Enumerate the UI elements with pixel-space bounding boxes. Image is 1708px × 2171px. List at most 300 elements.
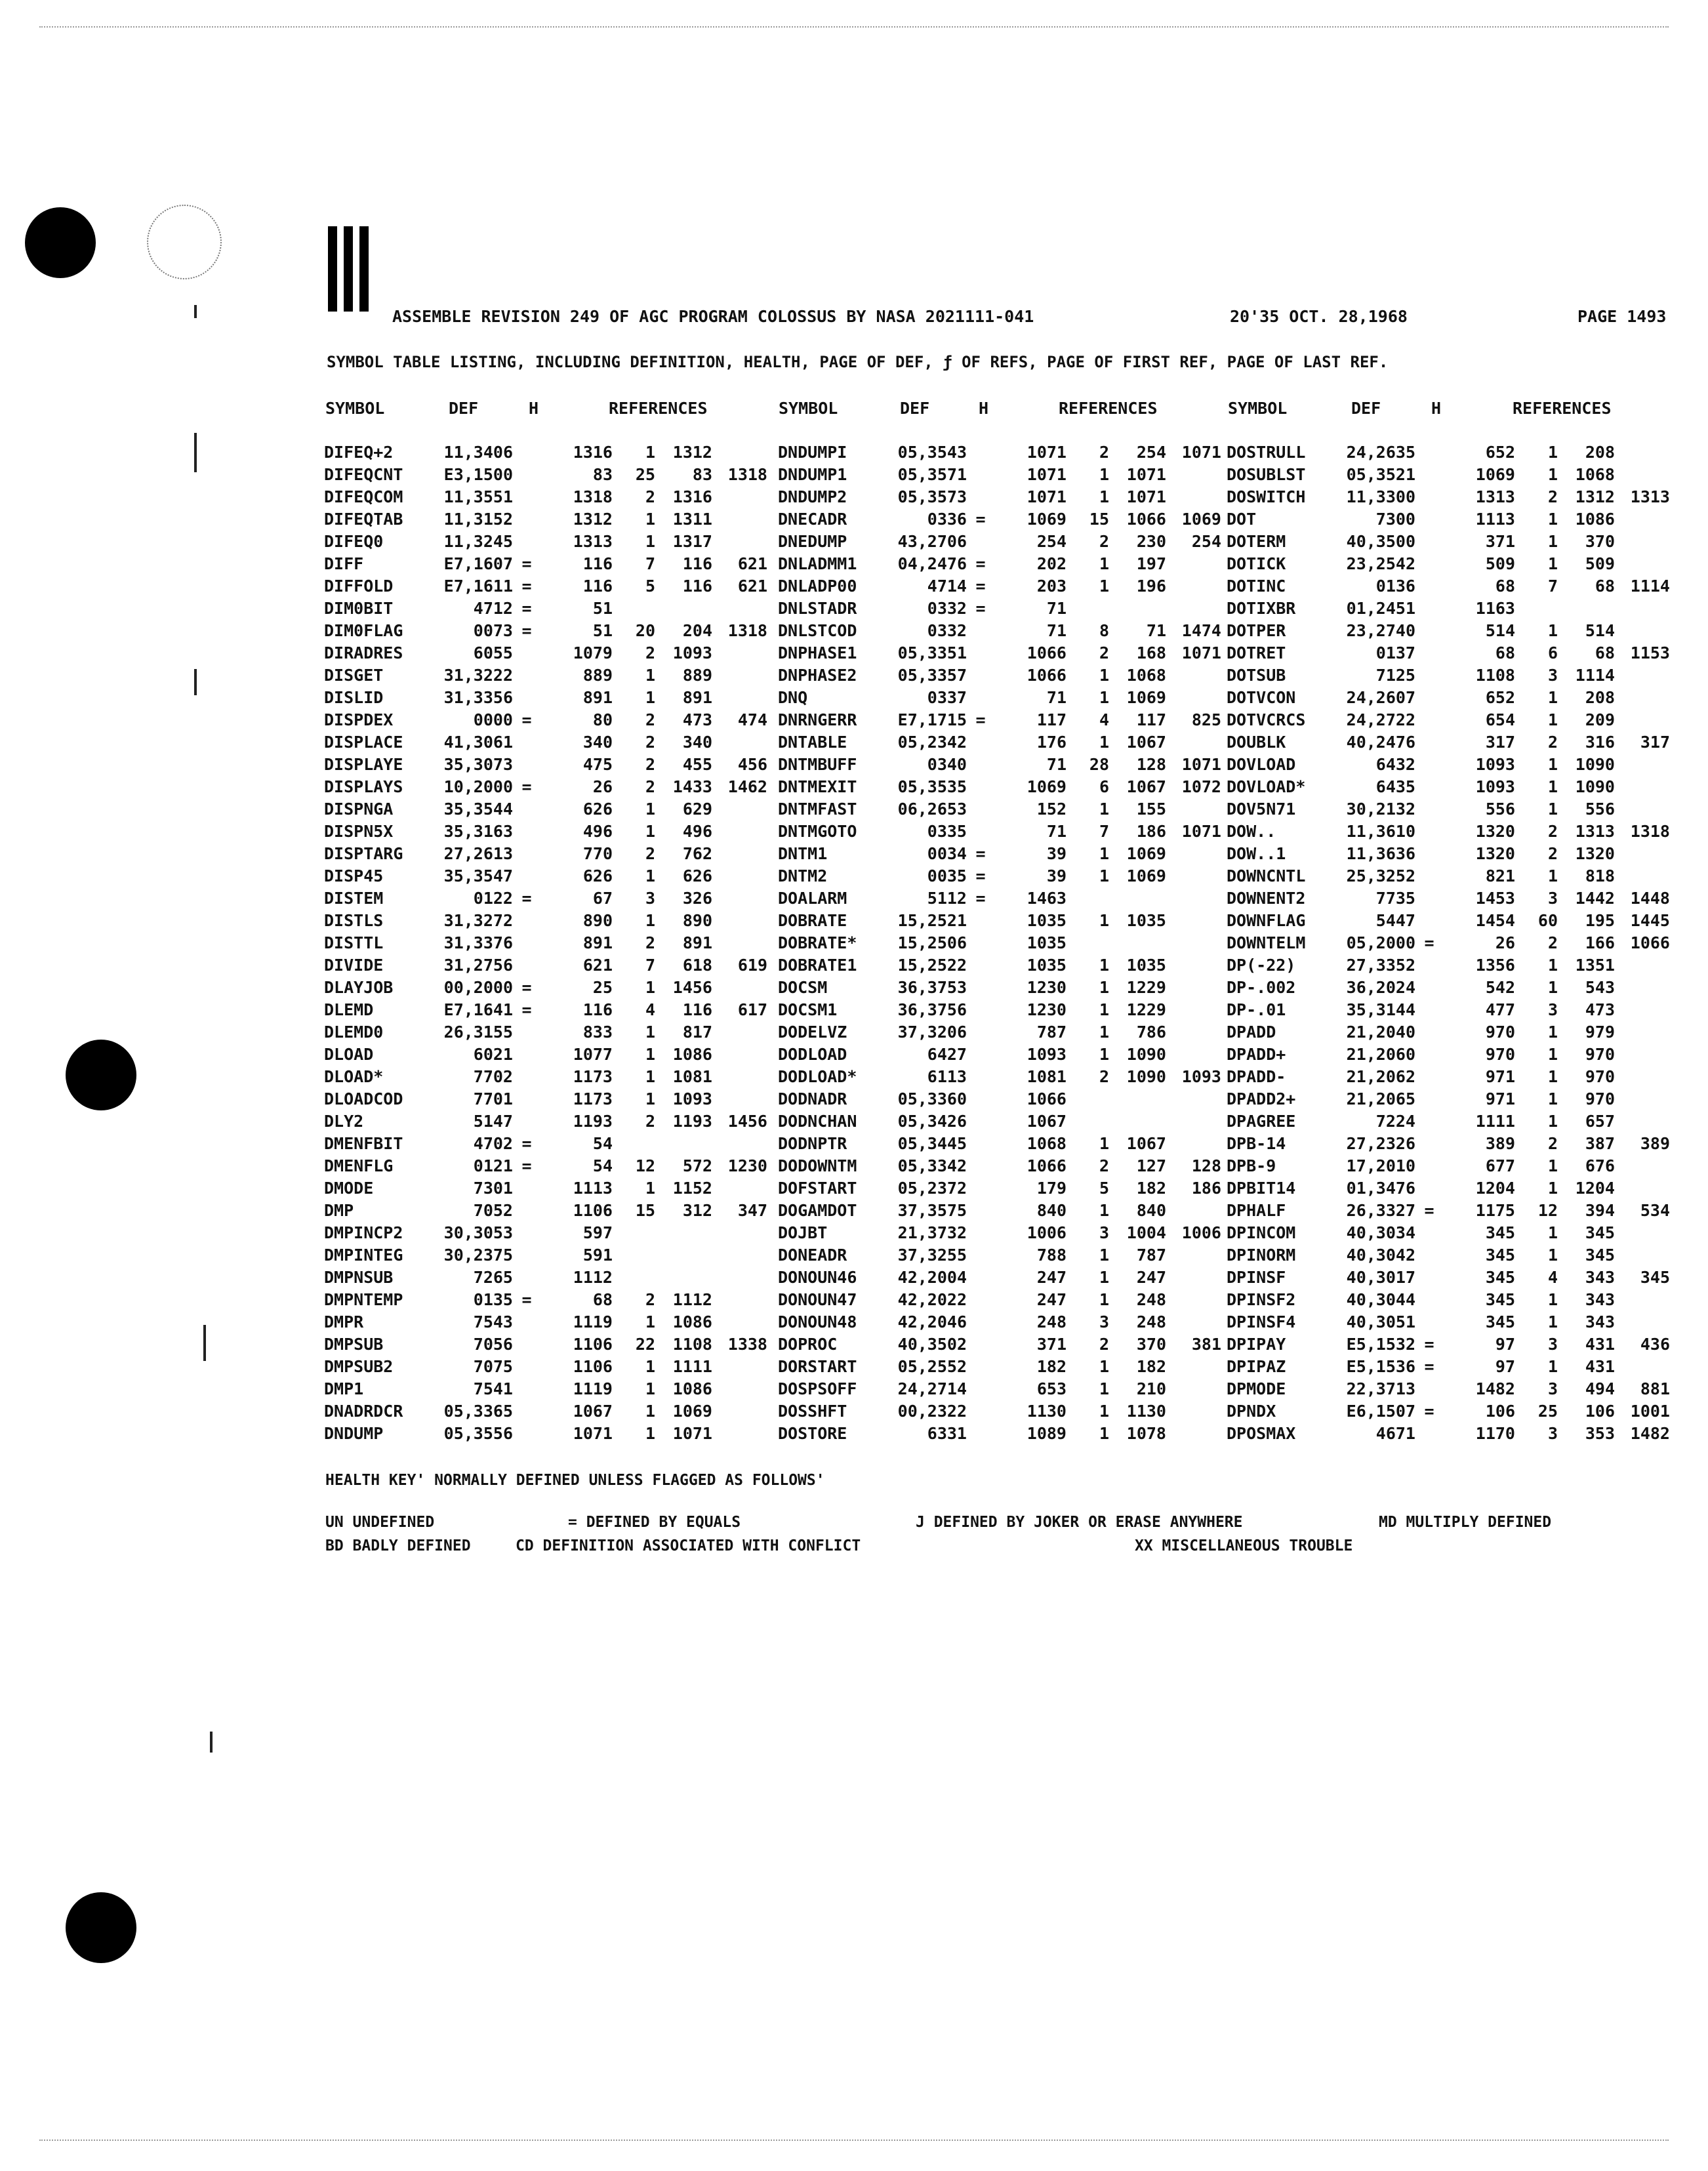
- ref-count: 1: [645, 443, 655, 462]
- symbol-name: DOBRATE: [778, 911, 847, 930]
- ref-count: 4: [1547, 1268, 1558, 1287]
- ref-count: 1: [645, 510, 655, 529]
- symbol-name: DOJBT: [778, 1223, 828, 1242]
- symbol-health: =: [521, 577, 532, 596]
- symbol-def: 40,3044: [1346, 1290, 1415, 1309]
- def-page: 1204: [1475, 1179, 1515, 1198]
- symbol-name: DNTM1: [778, 844, 828, 863]
- ref-count: 1: [1099, 800, 1109, 819]
- ref-count: 1: [645, 1312, 655, 1331]
- health-key-item: CD DEFINITION ASSOCIATED WITH CONFLICT: [516, 1537, 861, 1554]
- symbol-name: DOSWITCH: [1227, 487, 1306, 506]
- def-page: 653: [1036, 1379, 1067, 1398]
- ref-count: 12: [1537, 1201, 1558, 1220]
- symbol-name: DPNDX: [1227, 1402, 1276, 1421]
- ref-count: 1: [1547, 621, 1558, 640]
- ref-count: 1: [645, 978, 655, 997]
- first-ref-page: 210: [1136, 1379, 1166, 1398]
- symbol-name: DOWNFLAG: [1227, 911, 1306, 930]
- def-page: 345: [1485, 1223, 1515, 1242]
- table-row: [1227, 1423, 1679, 1445]
- symbol-name: DMP: [324, 1201, 354, 1220]
- symbol-health: =: [521, 777, 532, 796]
- symbol-def: 05,3365: [443, 1402, 513, 1421]
- ref-count: 2: [645, 487, 655, 506]
- def-page: 1066: [1027, 1156, 1067, 1175]
- last-ref-page: 381: [1191, 1335, 1221, 1354]
- ref-count: 2: [645, 643, 655, 662]
- first-ref-page: 387: [1585, 1134, 1615, 1153]
- last-ref-page: 254: [1191, 532, 1221, 551]
- scan-edge-bottom: [39, 2140, 1669, 2141]
- last-ref-page: 389: [1640, 1134, 1670, 1153]
- symbol-name: DMP1: [324, 1379, 364, 1398]
- ref-count: 1: [645, 666, 655, 685]
- table-row: [778, 1289, 1224, 1311]
- table-row: [778, 999, 1224, 1021]
- symbol-name: DODLOAD*: [778, 1067, 857, 1086]
- symbol-name: DNTABLE: [778, 733, 847, 752]
- def-page: 179: [1036, 1179, 1067, 1198]
- symbol-name: DNTM2: [778, 866, 828, 885]
- def-page: 891: [582, 688, 613, 707]
- ref-count: 28: [1089, 755, 1109, 774]
- table-row: [1227, 1021, 1679, 1044]
- def-page: 1163: [1475, 599, 1515, 618]
- symbol-name: DPADD2+: [1227, 1089, 1296, 1108]
- last-ref-page: 1482: [1630, 1424, 1670, 1443]
- symbol-name: DP(-22): [1227, 956, 1296, 975]
- first-ref-page: 891: [682, 933, 712, 952]
- def-page: 626: [582, 800, 613, 819]
- symbol-name: DPAGREE: [1227, 1112, 1296, 1131]
- symbol-def: 11,3245: [443, 532, 513, 551]
- first-ref-page: 818: [1585, 866, 1615, 885]
- def-page: 1113: [1475, 510, 1515, 529]
- first-ref-page: 1114: [1575, 666, 1615, 685]
- symbol-def: 35,3163: [443, 822, 513, 841]
- symbol-def: 6055: [473, 643, 513, 662]
- symbol-def: 0000: [473, 710, 513, 729]
- symbol-def: 0035: [927, 866, 967, 885]
- table-row: [324, 598, 770, 620]
- symbol-def: 21,3732: [897, 1223, 967, 1242]
- ref-count: 2: [1547, 933, 1558, 952]
- first-ref-page: 208: [1585, 443, 1615, 462]
- symbol-def: 40,3042: [1346, 1246, 1415, 1265]
- symbol-health: =: [975, 844, 986, 863]
- ref-count: 1: [1547, 1312, 1558, 1331]
- ref-count: 2: [645, 1112, 655, 1131]
- table-row: [778, 1244, 1224, 1267]
- symbol-name: DONEADR: [778, 1246, 847, 1265]
- first-ref-page: 1456: [672, 978, 712, 997]
- ref-count: 7: [645, 554, 655, 573]
- col-def: DEF: [900, 399, 930, 418]
- symbol-name: DOCSM: [778, 978, 828, 997]
- symbol-name: DOW..: [1227, 822, 1276, 841]
- last-ref-page: 621: [737, 554, 767, 573]
- last-ref-page: 1071: [1181, 643, 1221, 662]
- symbol-def: 7075: [473, 1357, 513, 1376]
- symbol-panel-1: [324, 441, 770, 1445]
- ref-count: 1: [645, 800, 655, 819]
- def-page: 475: [582, 755, 613, 774]
- symbol-name: DNDUMP: [324, 1424, 384, 1443]
- def-page: 1093: [1475, 755, 1515, 774]
- symbol-name: DOTIXBR: [1227, 599, 1296, 618]
- ref-count: 1: [645, 532, 655, 551]
- def-page: 39: [1046, 866, 1067, 885]
- symbol-def: 01,3476: [1346, 1179, 1415, 1198]
- ref-count: 1: [645, 866, 655, 885]
- def-page: 1081: [1027, 1067, 1067, 1086]
- margin-mark: [210, 1732, 213, 1753]
- def-page: 1069: [1027, 510, 1067, 529]
- symbol-name: DNTMGOTO: [778, 822, 857, 841]
- symbol-def: 30,2375: [443, 1246, 513, 1265]
- symbol-def: 40,3034: [1346, 1223, 1415, 1242]
- symbol-def: 0335: [927, 822, 967, 841]
- table-row: [324, 1311, 770, 1333]
- symbol-health: =: [1424, 1335, 1434, 1354]
- def-page: 654: [1485, 710, 1515, 729]
- table-row: [1227, 1155, 1679, 1177]
- def-page: 970: [1485, 1023, 1515, 1042]
- symbol-def: 6435: [1375, 777, 1415, 796]
- first-ref-page: 168: [1136, 643, 1166, 662]
- first-ref-page: 514: [1585, 621, 1615, 640]
- def-page: 97: [1495, 1357, 1515, 1376]
- symbol-name: DNEDUMP: [778, 532, 847, 551]
- def-page: 971: [1485, 1067, 1515, 1086]
- first-ref-page: 127: [1136, 1156, 1166, 1175]
- listing-subtitle: SYMBOL TABLE LISTING, INCLUDING DEFINITION, HEALTH, PAGE OF DEF, ƒ OF REFS, PAGE OF FIRST REF, PAGE OF LAST REF.: [327, 353, 1389, 371]
- def-page: 542: [1485, 978, 1515, 997]
- table-row: [324, 1044, 770, 1066]
- table-row: [1227, 508, 1679, 531]
- table-row: [778, 843, 1224, 865]
- def-page: 1068: [1027, 1134, 1067, 1153]
- symbol-name: DOTINC: [1227, 577, 1286, 596]
- symbol-def: 4702: [473, 1134, 513, 1153]
- table-row: [1227, 821, 1679, 843]
- first-ref-page: 1071: [1126, 487, 1166, 506]
- table-row: [324, 1289, 770, 1311]
- first-ref-page: 1081: [672, 1067, 712, 1086]
- symbol-name: DIFEQCNT: [324, 465, 403, 484]
- ref-count: 1: [645, 1424, 655, 1443]
- symbol-health: =: [521, 554, 532, 573]
- ref-count: 1: [645, 1089, 655, 1108]
- symbol-health: =: [521, 1290, 532, 1309]
- symbol-def: 7125: [1375, 666, 1415, 685]
- ref-count: 1: [645, 1379, 655, 1398]
- first-ref-page: 840: [1136, 1201, 1166, 1220]
- def-page: 1006: [1027, 1223, 1067, 1242]
- first-ref-page: 353: [1585, 1424, 1615, 1443]
- ref-count: 8: [1099, 621, 1109, 640]
- def-page: 68: [1495, 577, 1515, 596]
- table-row: [778, 1088, 1224, 1110]
- symbol-name: DODLOAD: [778, 1045, 847, 1064]
- symbol-def: 05,3571: [897, 465, 967, 484]
- symbol-panel-3: [1227, 441, 1679, 1445]
- last-ref-page: 1093: [1181, 1067, 1221, 1086]
- first-ref-page: 370: [1585, 532, 1615, 551]
- table-row: [778, 1267, 1224, 1289]
- symbol-name: DPINORM: [1227, 1246, 1296, 1265]
- symbol-def: 0337: [927, 688, 967, 707]
- ref-count: 2: [1547, 1134, 1558, 1153]
- symbol-def: 0073: [473, 621, 513, 640]
- first-ref-page: 166: [1585, 933, 1615, 952]
- last-ref-page: 128: [1191, 1156, 1221, 1175]
- def-page: 514: [1485, 621, 1515, 640]
- symbol-def: 00,2000: [443, 978, 513, 997]
- def-page: 1035: [1027, 956, 1067, 975]
- table-row: [324, 1356, 770, 1378]
- table-row: [1227, 1244, 1679, 1267]
- ref-count: 1: [1099, 1402, 1109, 1421]
- first-ref-page: 316: [1585, 733, 1615, 752]
- symbol-name: DPB-9: [1227, 1156, 1276, 1175]
- symbol-name: DNLSTCOD: [778, 621, 857, 640]
- symbol-name: DMENFBIT: [324, 1134, 403, 1153]
- last-ref-page: 1153: [1630, 643, 1670, 662]
- def-page: 1066: [1027, 1089, 1067, 1108]
- symbol-health: =: [521, 889, 532, 908]
- symbol-name: DPADD: [1227, 1023, 1276, 1042]
- def-page: 317: [1485, 733, 1515, 752]
- symbol-def: 7701: [473, 1089, 513, 1108]
- def-page: 1093: [1475, 777, 1515, 796]
- symbol-name: DOWNCNTL: [1227, 866, 1306, 885]
- def-page: 345: [1485, 1268, 1515, 1287]
- first-ref-page: 116: [682, 554, 712, 573]
- ref-count: 1: [1099, 688, 1109, 707]
- symbol-name: DNLADP00: [778, 577, 857, 596]
- symbol-def: 7224: [1375, 1112, 1415, 1131]
- table-row: [778, 1021, 1224, 1044]
- def-page: 1069: [1475, 465, 1515, 484]
- symbol-def: 11,3610: [1346, 822, 1415, 841]
- symbol-def: 36,3753: [897, 978, 967, 997]
- first-ref-page: 83: [692, 465, 712, 484]
- first-ref-page: 1069: [672, 1402, 712, 1421]
- symbol-name: DLY2: [324, 1112, 364, 1131]
- symbol-name: DODNPTR: [778, 1134, 847, 1153]
- table-row: [324, 887, 770, 910]
- def-page: 591: [582, 1246, 613, 1265]
- symbol-def: 0121: [473, 1156, 513, 1175]
- def-page: 1193: [573, 1112, 613, 1131]
- ref-count: 3: [1547, 1335, 1558, 1354]
- def-page: 1106: [573, 1201, 613, 1220]
- symbol-health: =: [975, 554, 986, 573]
- table-row: [1227, 843, 1679, 865]
- symbol-def: 42,2004: [897, 1268, 967, 1287]
- ref-count: 2: [645, 1290, 655, 1309]
- table-row: [324, 1200, 770, 1222]
- last-ref-page: 534: [1640, 1201, 1670, 1220]
- ref-count: 12: [635, 1156, 655, 1175]
- first-ref-page: 106: [1585, 1402, 1615, 1421]
- last-ref-page: 1474: [1181, 621, 1221, 640]
- symbol-name: DOWNENT2: [1227, 889, 1306, 908]
- symbol-name: DISPLAYE: [324, 755, 403, 774]
- first-ref-page: 1312: [672, 443, 712, 462]
- first-ref-page: 247: [1136, 1268, 1166, 1287]
- symbol-def: 35,3547: [443, 866, 513, 885]
- def-page: 71: [1046, 599, 1067, 618]
- table-row: [324, 821, 770, 843]
- first-ref-page: 431: [1585, 1357, 1615, 1376]
- table-row: [324, 910, 770, 932]
- last-ref-page: 186: [1191, 1179, 1221, 1198]
- def-page: 117: [1036, 710, 1067, 729]
- first-ref-page: 787: [1136, 1246, 1166, 1265]
- symbol-def: 26,3155: [443, 1023, 513, 1042]
- def-page: 1173: [573, 1067, 613, 1086]
- symbol-name: DOTERM: [1227, 532, 1286, 551]
- symbol-def: 04,2476: [897, 554, 967, 573]
- def-page: 496: [582, 822, 613, 841]
- first-ref-page: 394: [1585, 1201, 1615, 1220]
- ref-count: 1: [1547, 465, 1558, 484]
- table-row: [324, 1244, 770, 1267]
- table-row: [324, 999, 770, 1021]
- symbol-def: 31,3272: [443, 911, 513, 930]
- def-page: 71: [1046, 822, 1067, 841]
- symbol-name: DNDUMP2: [778, 487, 847, 506]
- table-row: [324, 932, 770, 954]
- last-ref-page: 317: [1640, 733, 1670, 752]
- ref-count: 1: [1099, 554, 1109, 573]
- symbol-health: =: [975, 577, 986, 596]
- symbol-def: 05,2372: [897, 1179, 967, 1198]
- symbol-def: 11,3636: [1346, 844, 1415, 863]
- symbol-name: DP-.01: [1227, 1000, 1286, 1019]
- col-h: H: [979, 399, 989, 418]
- symbol-name: DOSTRULL: [1227, 443, 1306, 462]
- def-page: 54: [592, 1156, 613, 1175]
- ref-count: 3: [1547, 889, 1558, 908]
- symbol-def: 7056: [473, 1335, 513, 1354]
- symbol-health: =: [1424, 1402, 1434, 1421]
- table-row: [778, 1155, 1224, 1177]
- table-row: [1227, 441, 1679, 464]
- table-row: [324, 1110, 770, 1133]
- first-ref-page: 208: [1585, 688, 1615, 707]
- symbol-name: DPHALF: [1227, 1201, 1286, 1220]
- table-row: [1227, 486, 1679, 508]
- def-page: 889: [582, 666, 613, 685]
- symbol-name: DONOUN47: [778, 1290, 857, 1309]
- def-page: 248: [1036, 1312, 1067, 1331]
- symbol-def: 0332: [927, 621, 967, 640]
- symbol-name: DOT: [1227, 510, 1257, 529]
- symbol-name: DLAYJOB: [324, 978, 394, 997]
- table-row: [324, 664, 770, 687]
- symbol-def: 36,2024: [1346, 978, 1415, 997]
- last-ref-page: 1318: [727, 465, 767, 484]
- table-row: [1227, 687, 1679, 709]
- table-row: [324, 754, 770, 776]
- last-ref-page: 621: [737, 577, 767, 596]
- table-row: [1227, 1289, 1679, 1311]
- def-page: 626: [582, 866, 613, 885]
- ref-count: 1: [1099, 956, 1109, 975]
- listing-title: ASSEMBLE REVISION 249 OF AGC PROGRAM COLOSSUS BY NASA 2021111-041: [392, 307, 1034, 326]
- symbol-name: DIFEQ0: [324, 532, 384, 551]
- first-ref-page: 889: [682, 666, 712, 685]
- ref-count: 1: [1099, 1357, 1109, 1376]
- first-ref-page: 494: [1585, 1379, 1615, 1398]
- def-page: 1111: [1475, 1112, 1515, 1131]
- ref-count: 1: [1099, 666, 1109, 685]
- first-ref-page: 1320: [1575, 844, 1615, 863]
- margin-mark: [194, 669, 197, 695]
- def-page: 833: [582, 1023, 613, 1042]
- first-ref-page: 1086: [1575, 510, 1615, 529]
- table-row: [324, 954, 770, 977]
- last-ref-page: 1456: [727, 1112, 767, 1131]
- def-page: 1175: [1475, 1201, 1515, 1220]
- first-ref-page: 1130: [1126, 1402, 1166, 1421]
- table-row: [1227, 1267, 1679, 1289]
- symbol-name: DISLID: [324, 688, 384, 707]
- first-ref-page: 209: [1585, 710, 1615, 729]
- ref-count: 1: [1547, 1246, 1558, 1265]
- first-ref-page: 496: [682, 822, 712, 841]
- first-ref-page: 1313: [1575, 822, 1615, 841]
- symbol-def: 05,3543: [897, 443, 967, 462]
- def-page: 54: [592, 1134, 613, 1153]
- symbol-health: =: [1424, 933, 1434, 952]
- ref-count: 1: [1099, 1045, 1109, 1064]
- symbol-name: DIFF: [324, 554, 364, 573]
- ref-count: 2: [645, 710, 655, 729]
- def-page: 1066: [1027, 666, 1067, 685]
- table-row: [1227, 553, 1679, 575]
- def-page: 1453: [1475, 889, 1515, 908]
- health-key-item: BD BADLY DEFINED: [325, 1537, 471, 1554]
- symbol-name: DMODE: [324, 1179, 374, 1198]
- table-row: [778, 910, 1224, 932]
- first-ref-page: 340: [682, 733, 712, 752]
- table-row: [324, 553, 770, 575]
- first-ref-page: 891: [682, 688, 712, 707]
- first-ref-page: 1229: [1126, 978, 1166, 997]
- table-row: [778, 441, 1224, 464]
- ref-count: 1: [1547, 866, 1558, 885]
- table-row: [778, 1356, 1224, 1378]
- def-page: 770: [582, 844, 613, 863]
- def-page: 1130: [1027, 1402, 1067, 1421]
- symbol-name: DNRNGERR: [778, 710, 857, 729]
- def-page: 1463: [1027, 889, 1067, 908]
- symbol-def: 01,2451: [1346, 599, 1415, 618]
- def-page: 1071: [1027, 487, 1067, 506]
- ref-count: 1: [1547, 1290, 1558, 1309]
- def-page: 25: [592, 978, 613, 997]
- ref-count: 1: [1547, 1089, 1558, 1108]
- ref-count: 1: [645, 822, 655, 841]
- symbol-name: DP-.002: [1227, 978, 1296, 997]
- ref-count: 15: [1089, 510, 1109, 529]
- last-ref-page: 881: [1640, 1379, 1670, 1398]
